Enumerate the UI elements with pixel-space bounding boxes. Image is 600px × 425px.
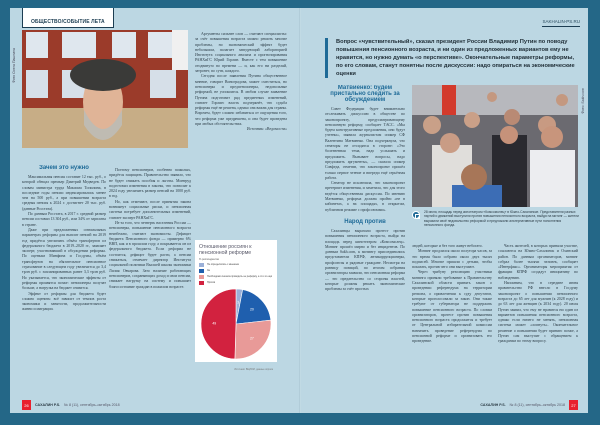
- magazine-name: САХАЛИН P.S.: [480, 403, 506, 407]
- paragraph: Максимальная пенсия составит 12 тыс. руб., о которой обещал премьер Дмитрий Медведев. По словам министра труда Максима Топилина, в последние годы пенсии индексировались менее чем на 500 руб., а при повышении возраста средняя пенсия к 2024 г. достигнет 20 тыс. руб. (данные Росстата).: [22, 175, 106, 211]
- article-column-b: [412, 244, 492, 394]
- paragraph: Митинг продлился около полутора часов, за это время было собрано около двух тысяч подписей. Многие пришли с детьми, чтобы показать, против чего они выступают.: [412, 249, 492, 270]
- pie-slice: [201, 289, 236, 359]
- photo-credit: Фото Олега Пашнина: [12, 48, 16, 83]
- article-column-1: [22, 165, 106, 403]
- website-label: SAKHALIN-PS.RU: [542, 19, 580, 27]
- lede-paragraph: Вопрос «чувствительный», сказал президент России Владимир Путин по поводу повышения пенсионного возраста, и ни один из предложенных вариантов ему не нравится, но нужно думать «о перспективе». Окончательные параметры реформы, по его словам, станут понятны после дискуссии: надо опираться на экономические оценки: [325, 38, 580, 78]
- chart-title: Отношение россиян к пенсионной реформе: [199, 244, 252, 256]
- legend-label: Против: [207, 281, 216, 284]
- legend-label: За: [207, 269, 210, 272]
- legend-swatch: [199, 269, 204, 273]
- article-column-2: [109, 168, 191, 388]
- photo-caption: [412, 210, 580, 227]
- paragraph: Поэтому пенсионеров, особенно пожилых, придётся защищать. Правительство заявило, что не будет снижать пособия и льготы. Минтруд подготовил изменения в законы, что позволит к 2024 году увеличить размер пенсий на 1000 руб. в год.: [109, 168, 191, 199]
- paragraph: Даже при предложенных оптимальных параметрах реформы для выплат пенсий на 2019 год придётся увеличить объём трансфертов из федерального бюджета в 2019–2020 гг., заявляет эксперт, участвовавший в обсуждении реформы. По оценкам Минфина и Госдумы, объём трансфертов на обязательное пенсионное страхование в следующем году увеличится до 3,4 трлн руб. с запланированных ранее 3,3 трлн руб. Но указывается, что экономические эффекты от реформы проявятся позже: пенсионеры получат больше, а нагрузка на бюджет снизится.: [22, 227, 106, 291]
- paragraph: Сегодня после заявления Путина общественное мнение, говорит Виноградова, может сместиться, но пенсионеры и предпенсионеры, недовольные реформой, не успокоятся. В любом случае заявление Путина подготовит ряд предметных изменений, считает Горлин: власть подчеркнёт, что судьба реформы ещё не решена, однако она важна для страны. Впрочем, будет сложно избавиться от ощущения того, что реформа уже предрешена, и она будет проведена при любых обстоятельствах.: [195, 74, 287, 127]
- legend-swatch: [199, 275, 204, 279]
- paragraph: Через трибуну резолюцию участники митинга приняли требование к Правительству Сахалинской области принять закон о проведении референдума на территории региона, о привлечении к суду депутатов, которые проголосовали за закон. Они также требуют от губернатора не поддержать повышение пенсионного возраста. По словам организаторов, протест против повышения пенсионного возраста продолжится и требует от Центральной избирательной комиссии назначить проведение референдума по пенсионной реформе и организовать его проведение.: [412, 270, 492, 344]
- paragraph: Аргументы сильнее слов — считают специалисты: за счёт повышения возраста можно решить многие проблемы, но экономический эффект будет небольшим, полагает заведующий лабораторией Института социального анализа и прогнозирования РАНХиГС Юрий Горлин. Вместе с тем повышение отодвинуто во времени — и, как его ни разделяй, затронет, по сути, каждого.: [195, 32, 287, 74]
- legend-item: [199, 275, 273, 279]
- chart-subtitle: % респондентов: [199, 258, 219, 261]
- section-heading: Народ против: [344, 218, 386, 225]
- paragraph: Сенатор не исключила, что законопроект претерпит изменения, и заметила, что для этого ведётся общественная дискуссия. По мнению Матвиенко, реформа должна пройти «не в кабинетах, а на площадях, в открытом, публичном режиме с профсоюзами».: [325, 181, 405, 212]
- paragraph: Но, как отмечают, после принятия закона возникнут социальные риски, и пенсионная система потребует дополнительных изменений, считает эксперт РАНХиГС.: [109, 199, 191, 220]
- paragraph: Совет Федерации будет внимательно отслеживать дискуссию в обществе по законопроекту, предусматривающему пенсионную реформу, сообщает ТАСС. «Мы будем конструктивные предложения, они будут учтены», заявила журналистам спикер СФ Валентина Матвиенко. Она подчеркнула, что сенаторы не отсидятся в стороне: «Это болезненная тема, надо услышать и предложить. Вызывает вопросы, надо предложить аргументы», — сказала спикер Совфеда, отметив, что законопроект прошёл только первое чтение и впереди ещё серьёзная работа.: [325, 107, 405, 180]
- paragraph: Сахалинцы выразили протест против повышения пенсионного возраста, выйдя на площадь перед кинотеатром «Комсомолец». Митинг прошёл мирно и без инцидентов. По данным Sakh.com, к митингу присоединились представители КПРФ, антикоррупционеры, профсоюзы и рядовые граждане. Несмотря на разницу позиций, по итогам собрания организаторы заявили, что пенсионная реформа — это предательство со стороны властей, которые должны решать экономические проблемы за счёт простых: [325, 228, 405, 292]
- chart-source: Источник: ВЦИОМ, данные опроса: [234, 368, 273, 371]
- photo-credit: Фото: Sakh.com: [581, 88, 585, 114]
- section-heading: Зачем это нужно: [39, 165, 89, 171]
- chart-legend: [199, 263, 273, 285]
- pie-data-label: 49: [212, 321, 217, 326]
- article-column-a: [325, 85, 405, 397]
- magazine-name: САХАЛИН P.S.: [35, 403, 61, 407]
- tab-corner-decoration: [100, 0, 110, 8]
- paragraph: Эффект от реформы для бюджета будет сложно оценить: всё зависит от темпов роста экономики и занятости, продолжительности жизни и миграции.: [22, 291, 106, 312]
- pie-data-label: 27: [249, 336, 254, 341]
- pie-chart-box: [195, 240, 277, 371]
- pie-data-label: 3: [237, 300, 240, 305]
- paragraph: Напомним, что в середине июня правительство РФ внесло в Госдуму законопроект о повышении пенсионного возраста до 65 лет для мужчин (к 2028 году) и до 63 лет для женщин (к 2034 году). 20 июля Путин заявил, что ему не нравится ни один из вариантов повышения пенсионного возраста, однако если ничего не менять, пенсионная система может «лопнуть». Окончательное решение о повышении будет принято позже, а Путин сам выступит с обращением к гражданам по этому вопросу.: [498, 281, 578, 344]
- legend-label: Не определились с мнением: [207, 263, 239, 266]
- paragraph: людей, которые и без того живут небогато.: [412, 244, 483, 248]
- section-tab: ОБЩЕСТВО/СОБЫТИЕ ЛЕТА: [22, 8, 114, 28]
- page-footer: [22, 400, 120, 410]
- page-spine: [299, 8, 301, 413]
- legend-label: Необходимо сначала проводить не реформу, а что-то ещё: [207, 275, 273, 278]
- photo-protest-crowd: [412, 85, 578, 207]
- article-column-right: [195, 32, 287, 133]
- legend-swatch: [199, 281, 204, 285]
- page-number: 26: [22, 400, 31, 410]
- article-column-c: [498, 244, 578, 394]
- page-footer: [480, 400, 578, 410]
- legend-item: [199, 263, 273, 267]
- paragraph: Из-за того, что четверть населения России — пенсионеры, повышение пенсионного возраста неизбежно, считают экономисты. Дефицит бюджета Пенсионного фонда — примерно 6% ВВП, как и в прошлом году, а покрывается он из федерального бюджета. Если реформа не состоится, дефицит будет расти, а пенсии снижаться, отмечает директор Института социальной политики Высшей школы экономики Лилия Овчарова. Зато наличие работающих пенсионеров, сохраняющих доход и свои пенсии, снижает нагрузку на систему и повышает благосостояние граждан в пожилом возрасте.: [109, 220, 191, 289]
- right-page: [300, 8, 588, 413]
- issue-info: № 8 (11), сентябрь–октябрь 2018: [509, 403, 565, 407]
- camera-icon: [412, 211, 420, 219]
- legend-swatch: [199, 263, 204, 267]
- paragraph: По данным Росстата, в 2017 г. средний размер пенсии составил 13 304 руб., или 34% от зарплаты в стране.: [22, 212, 106, 227]
- photo-man-in-hat: [22, 30, 188, 148]
- issue-info: № 8 (11), сентябрь–октябрь 2018: [64, 403, 120, 407]
- pie-data-label: 20: [249, 307, 254, 312]
- left-page: [10, 8, 300, 413]
- legend-item: [199, 281, 273, 285]
- paragraph: Часть жителей, в которых приняли участие, ссылаются на Южно-Сахалинск и Охинский район. По данным организаторов, митинг собрал более тысячи человек, сообщает «Интерфакс». Организаторы мероприятия от фракции КПРФ создадут инициативу по наблюдению.: [498, 244, 578, 280]
- section-heading: Матвиенко: будем пристально следить за обсуждением: [330, 85, 400, 103]
- page-number: 27: [569, 400, 578, 410]
- legend-item: [199, 269, 273, 273]
- source-note: Источник: «Ведомости»: [246, 127, 287, 132]
- caption-text: 28 июля, площадь перед кинотеатром «Комсомолец» в Южно-Сахалинске. Представители разных партий и движений выступили против повышения пенсионного возраста, выйдя на митинг — жители выразили своё недовольство реформой и предложили альтернативные пути пополнения пенсионного фонда.: [424, 210, 579, 227]
- pie-chart: [199, 287, 273, 361]
